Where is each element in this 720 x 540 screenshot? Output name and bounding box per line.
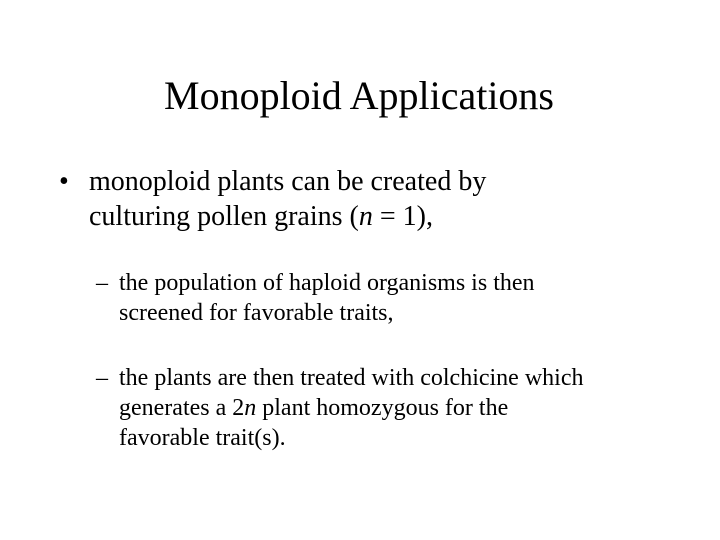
sub-bullet-2-line-3: favorable trait(s). <box>119 425 286 451</box>
sub-bullet-1-text <box>119 268 699 328</box>
sub-bullet-2-line-1: the plants are then treated with colchicine which <box>119 365 584 391</box>
sub-bullet-1-marker: – <box>96 270 108 296</box>
main-bullet-variable-n: n <box>358 201 373 232</box>
bullet-marker: • <box>59 166 69 197</box>
slide-title: Monoploid Applications <box>164 73 554 118</box>
sub-bullet-2-text <box>119 363 699 453</box>
sub-bullet-1-line-2: screened for favorable traits, <box>119 300 394 326</box>
main-bullet-line-2 <box>89 199 689 234</box>
sub-bullet-2-variable-n: n <box>244 395 257 421</box>
main-bullet-line-1: monoploid plants can be created by <box>89 166 487 197</box>
main-bullet-text <box>89 164 689 234</box>
main-bullet-line-2-post: = 1), <box>372 201 433 232</box>
sub-bullet-2-marker: – <box>96 365 108 391</box>
sub-bullet-2-line-2-post: plant homozygous for the <box>256 395 509 421</box>
sub-bullet-2-line-2 <box>119 393 699 423</box>
main-bullet-line-2-pre: culturing pollen grains ( <box>89 201 359 232</box>
sub-bullet-2-line-2-pre: generates a 2 <box>119 395 245 421</box>
sub-bullet-1-line-1: the population of haploid organisms is then <box>119 270 535 296</box>
